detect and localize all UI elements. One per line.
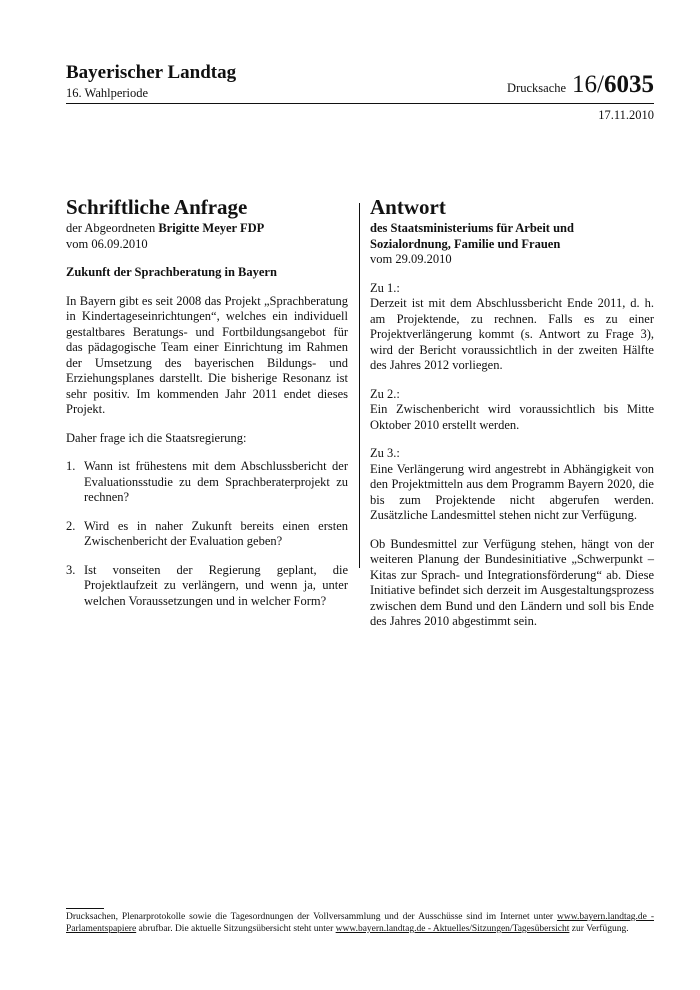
question-number: 1. [66, 459, 76, 473]
question-text: Ist vonseiten der Regierung geplant, die Projektlaufzeit zu verlängern, und wenn ja, unter welchen Voraussetzungen und in welcher Form? [84, 562, 348, 608]
drucksache-number [572, 71, 654, 98]
antwort-date: vom 29.09.2010 [370, 252, 452, 266]
footnote-rule [66, 908, 104, 909]
footer-link-parlamentspapiere[interactable]: www.bayern.landtag.de - Parlamentspapiere [66, 912, 654, 934]
anfrage-lead: Daher frage ich die Staatsregierung: [66, 430, 247, 445]
drucksache-label: Drucksache [507, 81, 567, 95]
answer-label-2: Zu 2.: [370, 386, 400, 401]
anfrage-author [66, 221, 348, 237]
electoral-period: 16. Wahlperiode [66, 86, 149, 100]
column-divider [359, 203, 360, 568]
footer-text-2: abrufbar. Die aktuelle Sitzungsübersicht steht unter [136, 924, 336, 934]
footer-text-1: Drucksachen, Plenarprotokolle sowie die Tagesordnungen der Vollversammlung und der Ausschüsse sind im Internet unter [66, 912, 558, 922]
answer-label-3: Zu 3.: [370, 446, 400, 460]
anfrage-topic: Zukunft der Sprachberatung in Bayern [66, 265, 277, 279]
drucksache-id [507, 72, 654, 97]
parliament-title: Bayerischer Landtag [66, 62, 237, 83]
author-name: Brigitte Meyer FDP [158, 221, 265, 235]
anfrage-column [66, 194, 348, 622]
answer-label-1: Zu 1.: [370, 280, 400, 295]
antwort-title: Antwort [370, 195, 446, 219]
question-item [66, 563, 348, 610]
answer-closing: Ob Bundesmittel zur Verfügung stehen, hängt von der weiteren Planung der Bundesinitiative „Schwerpunkt – Kitas zur Sprach- und Integrationsförderung“ ab. Diese Initiative befindet sich derzeit im Ausgestaltungsprozess zwischen dem Bund und den Ländern und soll bis Ende des Jahres 2010 abgestimmt sein. [370, 536, 654, 628]
question-text: Wird es in naher Zukunft bereits einen ersten Zwischenbericht der Evaluation geben? [84, 518, 348, 548]
antwort-column [370, 194, 654, 630]
answer-text-1: Derzeit ist mit dem Abschlussbericht Ende 2011, d. h. am Projektende, zu rechnen. Falls es zu einer Projektverlängerung kommt (s. Antwort zu Frage 3), wird der Bericht voraussichtlich in der zweiten Hälfte des Jahres 2012 vorliegen. [370, 296, 654, 372]
anfrage-intro: In Bayern gibt es seit 2008 das Projekt „Sprachberatung in Kindertageseinrichtungen“, welches ein individuell gestaltbares Beratungs- und Fortbildungsangebot für das pädagogische Team einer Einrichtung im Rahmen der Umsetzung des bayerischen Bildungs- und Erziehungsplanes darstellt. Die bisherige Resonanz ist sehr positiv. Im kommenden Jahr 2011 endet dieses Projekt. [66, 293, 348, 416]
answer-text-2: Ein Zwischenbericht wird voraussichtlich bis Mitte Oktober 2010 erstellt werden. [370, 402, 654, 432]
question-item [66, 519, 348, 550]
author-prefix: der Abgeordneten [66, 221, 159, 235]
ministry-name: des Staatsministeriums für Arbeit und Sozialordnung, Familie und Frauen [370, 221, 574, 251]
question-text: Wann ist frühestens mit dem Abschlussbericht der Evaluationsstudie zu dem Sprachberaterprojekt zu rechnen? [84, 459, 348, 504]
anfrage-title: Schriftliche Anfrage [66, 195, 248, 219]
anfrage-date: vom 06.09.2010 [66, 236, 148, 251]
footer-text-3: zur Verfügung. [569, 924, 629, 934]
question-number: 3. [66, 562, 76, 577]
drucksache-prefix: 16/ [572, 71, 604, 98]
footer-note [66, 911, 654, 935]
header-rule [66, 103, 654, 104]
question-item [66, 459, 348, 506]
footer-link-tagesuebersicht[interactable]: www.bayern.landtag.de - Aktuelles/Sitzungen/Tagesübersicht [335, 924, 570, 934]
answer-text-3: Eine Verlängerung wird angestrebt in Abhängigkeit von den Projektmitteln aus dem Programm Bayern 2020, die bis zum Projektende nicht abgerufen werden. Zusätzliche Landesmittel stehen nicht zur Verfügung. [370, 461, 654, 522]
drucksache-number-bold: 6035 [604, 71, 654, 98]
question-number: 2. [66, 518, 76, 533]
document-date: 17.11.2010 [598, 108, 654, 122]
question-list [66, 459, 348, 609]
antwort-ministry [370, 221, 654, 252]
